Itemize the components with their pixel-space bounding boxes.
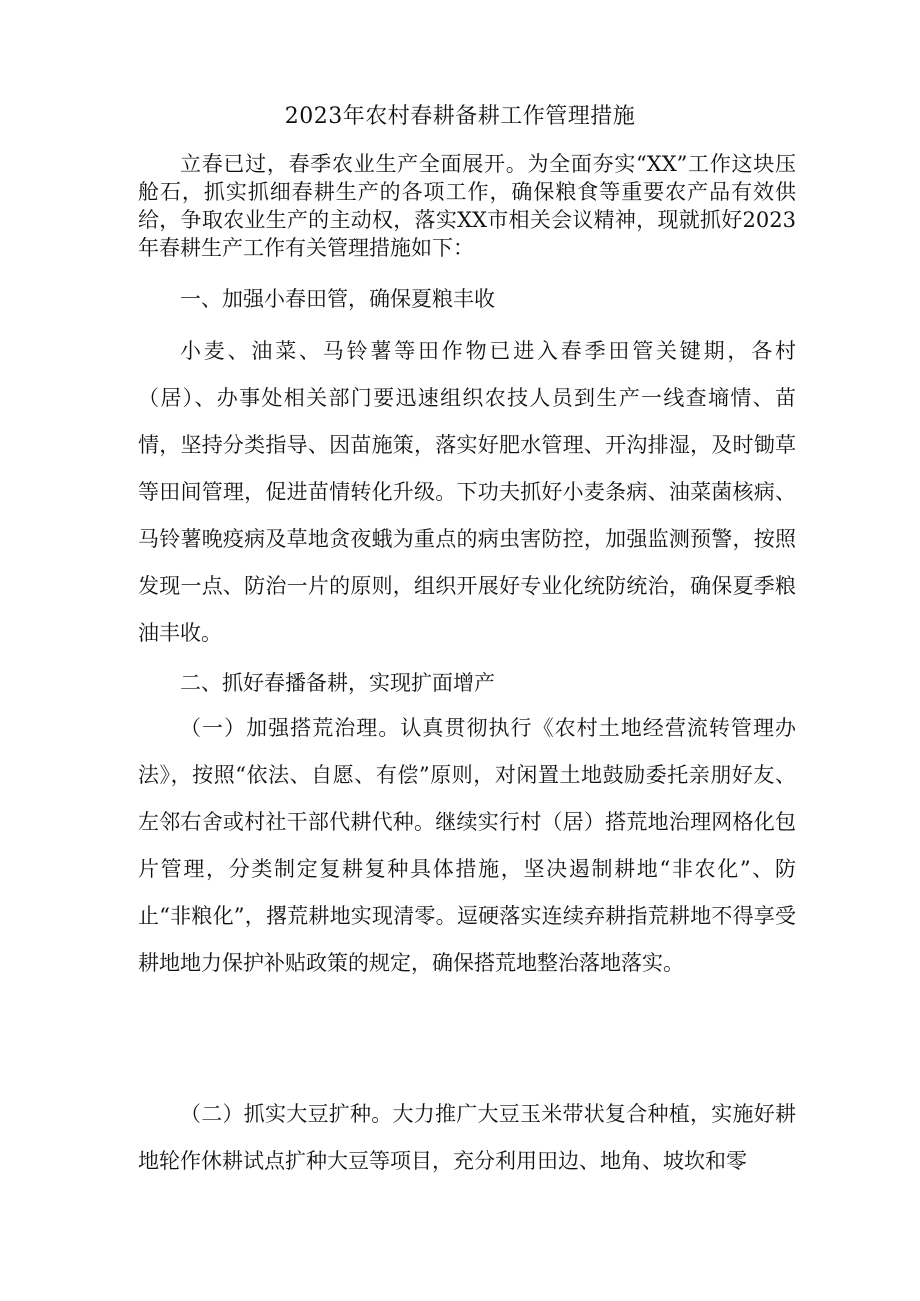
section-one-heading: 一、加强小春田管，确保夏粮丰收: [180, 287, 495, 311]
document-title: 2023年农村春耕备耕工作管理措施: [284, 104, 636, 129]
section-two-item-two-paragraph: （二）抓实大豆扩种。大力推广大豆玉米带状复合种植，实施好耕地轮作休耕试点扩种大豆等项目，充分利用田边、地角、坡坎和零: [138, 1102, 796, 1173]
intro-paragraph: 立春已过，春季农业生产全面展开。为全面夯实“XX”工作这块压舱石，抓实抓细春耕生产的各项工作，确保粮食等重要农产品有效供给，争取农业生产的主动权，落实XX市相关会议精神，现就抓好2023年春耕生产工作有关管理措施如下：: [138, 152, 796, 260]
section-one-paragraph: 小麦、油菜、马铃薯等田作物已进入春季田管关键期，各村（居）、办事处相关部门要迅速组织农技人员到生产一线查墒情、苗情，坚持分类指导、因苗施策，落实好肥水管理、开沟排湿，及时锄草等田间管理，促进苗情转化升级。下功夫抓好小麦条病、油菜菌核病、马铃薯晚疫病及草地贪夜蛾为重点的病虫害防控，加强监测预警，按照发现一点、防治一片的原则，组织开展好专业化统防统治，确保夏季粮油丰收。: [138, 339, 796, 645]
section-two-item-one-paragraph: （一）加强搭荒治理。认真贯彻执行《农村土地经营流转管理办法》，按照“依法、自愿、有偿”原则，对闲置土地鼓励委托亲朋好友、左邻右舍或村社干部代耕代种。继续实行村（居）搭荒地治理网格化包片管理，分类制定复耕复种具体措施，坚决遏制耕地“非农化”、防止“非粮化”，撂荒耕地实现清零。逗硬落实连续弃耕指荒耕地不得享受耕地地力保护补贴政策的规定，确保搭荒地整治落地落实。: [138, 716, 796, 975]
section-two-heading: 二、抓好春播备耕，实现扩面增产: [180, 671, 495, 695]
